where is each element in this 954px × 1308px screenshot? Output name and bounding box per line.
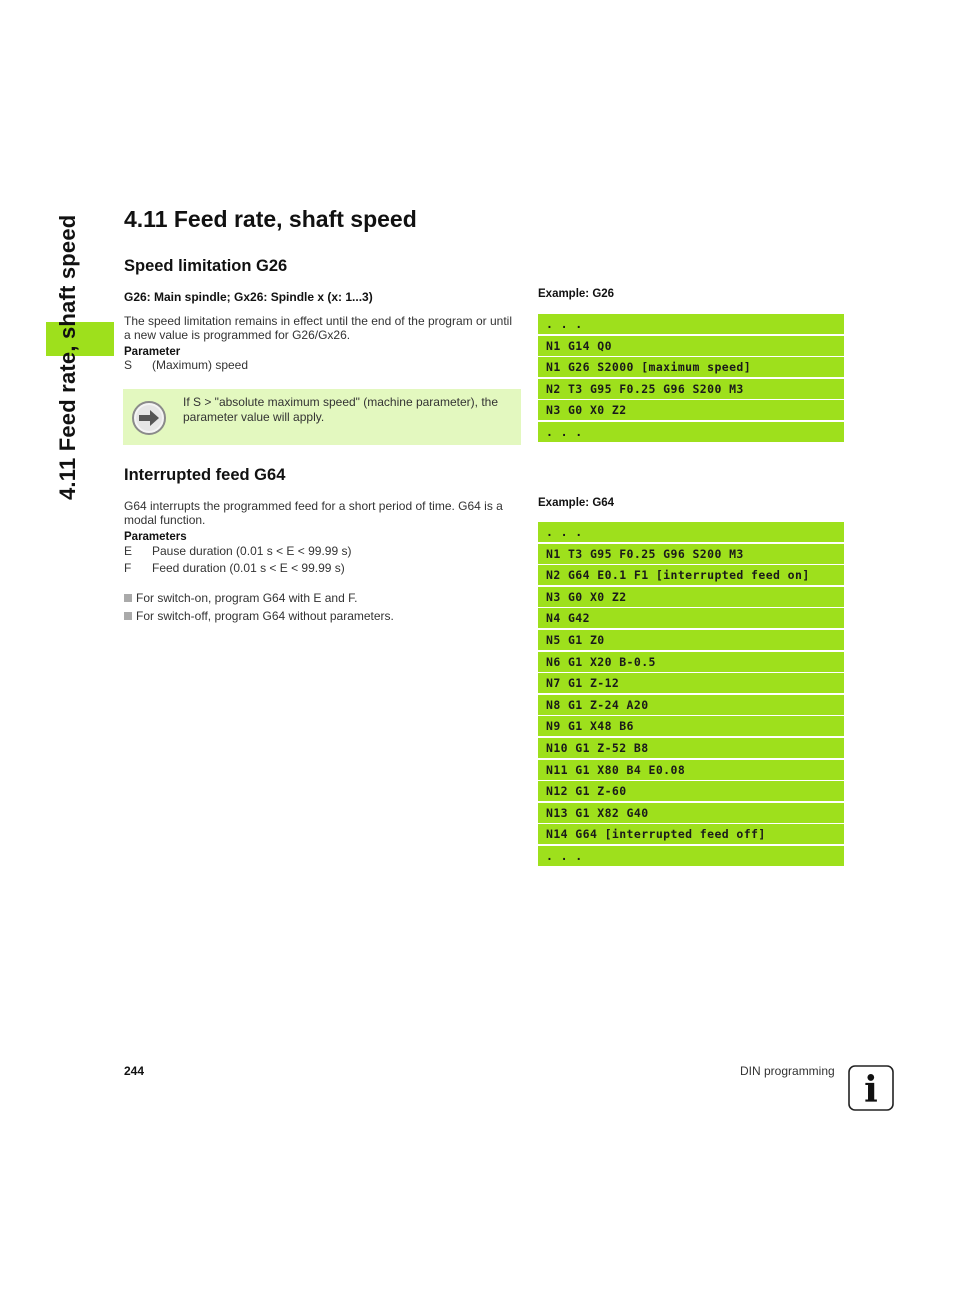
param-key: S <box>124 358 133 372</box>
side-chapter-title: 4.11 Feed rate, shaft speed <box>55 214 80 500</box>
code-row: N2 T3 G95 F0.25 G96 S200 M3 <box>538 379 844 399</box>
code-row: N3 G0 X0 Z2 <box>538 400 844 420</box>
g64-params-label: Parameters <box>124 531 187 543</box>
code-row: . . . <box>538 522 844 542</box>
code-row: N12 G1 Z-60 <box>538 781 844 801</box>
code-row: N6 G1 X20 B-0.5 <box>538 652 844 672</box>
code-row: N10 G1 Z-52 B8 <box>538 738 844 758</box>
code-row: N5 G1 Z0 <box>538 630 844 650</box>
code-row: N2 G64 E0.1 F1 [interrupted feed on] <box>538 565 844 585</box>
g26-description: The speed limitation remains in effect until the end of the program or until a new value is programmed for G26/Gx26. <box>124 314 512 342</box>
bullet-square-icon <box>124 612 132 620</box>
bullet-item <box>124 591 357 605</box>
g64-heading: Interrupted feed G64 <box>124 466 286 484</box>
code-row: . . . <box>538 422 844 442</box>
param-key: F <box>124 561 132 575</box>
param-desc: (Maximum) speed <box>152 358 249 372</box>
code-row: N3 G0 X0 Z2 <box>538 587 844 607</box>
code-row: N13 G1 X82 G40 <box>538 803 844 823</box>
g26-example-label: Example: G26 <box>538 288 615 300</box>
code-row: N1 G26 S2000 [maximum speed] <box>538 357 844 377</box>
param-key: E <box>124 544 133 558</box>
g64-params-list <box>124 543 351 577</box>
code-row: N1 G14 Q0 <box>538 336 844 356</box>
info-icon <box>848 1065 894 1111</box>
g64-example-table <box>538 522 844 868</box>
bullet-square-icon <box>124 594 132 602</box>
bullet-text: For switch-on, program G64 with E and F. <box>136 591 358 605</box>
param-row <box>124 543 351 560</box>
g26-params-label: Parameter <box>124 346 181 358</box>
code-row: N9 G1 X48 B6 <box>538 716 844 736</box>
g26-example-table <box>538 314 844 444</box>
arrow-right-icon <box>131 400 167 436</box>
param-desc: Pause duration (0.01 s < E < 99.99 s) <box>152 544 352 558</box>
code-row: N4 G42 <box>538 608 844 628</box>
code-row: N1 T3 G95 F0.25 G96 S200 M3 <box>538 544 844 564</box>
footer-section-title: DIN programming <box>740 1064 835 1078</box>
bullet-item <box>124 609 394 623</box>
param-row <box>124 357 248 374</box>
g26-params-list <box>124 357 248 374</box>
param-desc: Feed duration (0.01 s < E < 99.99 s) <box>152 561 345 575</box>
param-row <box>124 560 351 577</box>
g64-example-label: Example: G64 <box>538 497 615 509</box>
code-row: N7 G1 Z-12 <box>538 673 844 693</box>
note-text: If S > "absolute maximum speed" (machine parameter), the parameter value will apply. <box>183 395 498 424</box>
code-row: N11 G1 X80 B4 E0.08 <box>538 760 844 780</box>
code-row: N8 G1 Z-24 A20 <box>538 695 844 715</box>
g26-heading: Speed limitation G26 <box>124 257 288 275</box>
g64-description: G64 interrupts the programmed feed for a short period of time. G64 is a modal function. <box>124 499 503 527</box>
code-row: . . . <box>538 314 844 334</box>
code-row: . . . <box>538 846 844 866</box>
page-title: 4.11 Feed rate, shaft speed <box>124 206 417 232</box>
info-icon-glyph: i <box>864 1069 878 1111</box>
bullet-text: For switch-off, program G64 without parameters. <box>136 609 394 623</box>
page-number: 244 <box>124 1064 145 1078</box>
code-row: N14 G64 [interrupted feed off] <box>538 824 844 844</box>
g26-subheading: G26: Main spindle; Gx26: Spindle x (x: 1...3) <box>124 290 373 304</box>
